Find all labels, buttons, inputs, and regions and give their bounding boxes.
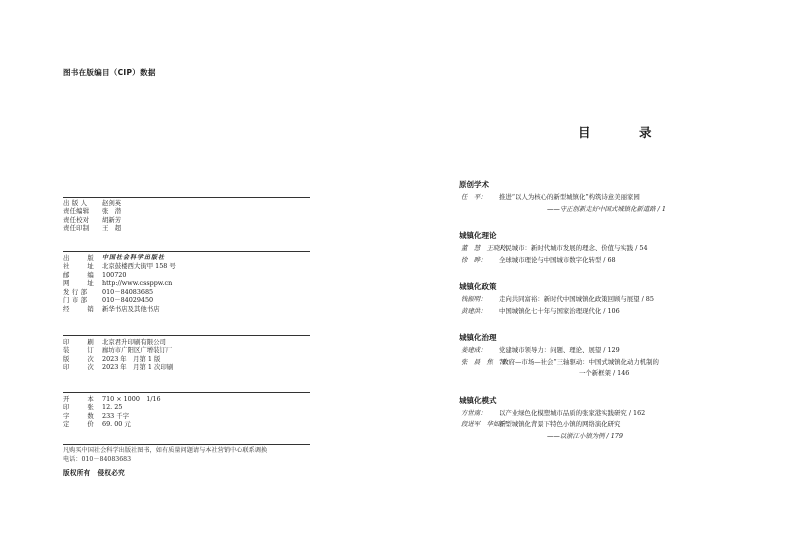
publisher-row — [63, 279, 310, 287]
staff-label: 责任印制 — [63, 224, 90, 233]
entry-body — [499, 192, 739, 215]
staff-row — [63, 199, 310, 207]
toc-entry[interactable] — [459, 408, 739, 420]
specs-label: 开 本 — [63, 395, 95, 403]
specs-value: 233 千字 — [102, 411, 130, 420]
entry-title: 党建城市领导力：问题、理论、展望 / 129 — [499, 346, 620, 354]
specs-value: 710 × 1000 1/16 — [102, 395, 161, 403]
publisher-label: 出 版 — [63, 254, 95, 262]
toc-entry[interactable] — [459, 192, 739, 215]
entry-title: 人民城市：新时代城市发展的理念、价值与实践 / 54 — [499, 244, 648, 252]
entry-subtitle: ——守正创新走好中国式城镇化新道路 / 1 — [547, 204, 666, 213]
section-title: 城镇化治理 — [459, 333, 497, 342]
toc-entry[interactable] — [459, 255, 739, 267]
quality-notice — [63, 447, 310, 456]
publisher-row — [63, 262, 310, 270]
specs-row — [63, 420, 310, 428]
publisher-value: 010－84083685 — [102, 287, 154, 296]
printing-label: 印 次 — [63, 363, 95, 372]
printing-value: 廊坊市广阳区广增装订厂 — [102, 346, 173, 355]
publisher-value: 010－84029450 — [102, 296, 154, 305]
publisher-name: 中国社会科学出版社 — [102, 254, 166, 261]
entry-author: 任 平： — [461, 193, 487, 201]
printing-value: 2023 年 月第 1 次印刷 — [102, 363, 174, 372]
staff-label: 责任编辑 — [63, 207, 90, 216]
entry-author: 姜建成： — [461, 346, 487, 354]
entry-title-continued: 一个新框架 / 146 — [579, 369, 630, 377]
entry-title: 中国城镇化七十年与国家治理现代化 / 106 — [499, 306, 620, 315]
toc-entry[interactable] — [459, 294, 739, 306]
publisher-value: 北京鼓楼西大街甲 158 号 — [102, 262, 176, 271]
publisher-label: 网 址 — [63, 279, 95, 288]
table-of-contents — [459, 180, 739, 458]
section-title: 城镇化理论 — [459, 231, 497, 240]
publisher-label: 发 行 部 — [63, 287, 88, 296]
printing-row — [63, 363, 310, 371]
staff-value: 张 潜 — [102, 207, 122, 216]
entry-author: 方世南： — [461, 408, 487, 417]
phone-line — [63, 456, 310, 465]
printing-row — [63, 346, 310, 354]
publisher-value: 新华书店及其他书店 — [102, 304, 160, 313]
printing-row — [63, 355, 310, 363]
printing-label: 版 次 — [63, 354, 95, 363]
specs-value: 69. 00 元 — [102, 420, 131, 429]
publisher-value: 100720 — [102, 270, 127, 279]
toc-entry[interactable] — [459, 419, 739, 442]
entry-title: 走向共同富裕：新时代中国城镇化政策回顾与展望 / 85 — [499, 295, 654, 303]
divider — [63, 335, 310, 336]
publisher-row — [63, 305, 310, 313]
specs-row — [63, 395, 310, 403]
section-title: 城镇化政策 — [459, 282, 497, 291]
specs-label: 定 价 — [63, 420, 95, 429]
entry-author: 黄建洪： — [461, 306, 487, 315]
staff-row — [63, 216, 310, 224]
entry-author: 徐 晔： — [461, 255, 487, 264]
entry-body — [499, 357, 739, 380]
publisher-row — [63, 296, 310, 304]
publisher-block — [63, 254, 310, 313]
specs-block — [63, 395, 310, 429]
staff-block — [63, 199, 310, 233]
toc-entry[interactable] — [459, 243, 739, 255]
staff-value: 王 超 — [102, 224, 122, 233]
printing-value: 2023 年 月第 1 版 — [102, 354, 161, 363]
staff-row — [63, 224, 310, 232]
entry-title: “政府—市场—社会”三轴驱动：中国式城镇化动力机制的 — [499, 357, 659, 366]
entry-author: 钱振明： — [461, 295, 487, 303]
copyright-notice: 版权所有 侵权必究 — [63, 469, 126, 477]
entry-author: 段进军 华如宁： — [461, 420, 513, 428]
staff-value: 赵剑英 — [102, 199, 122, 207]
toc-entry[interactable] — [459, 306, 739, 318]
publisher-row — [63, 271, 310, 279]
printing-value: 北京君升印刷有限公司 — [102, 338, 166, 346]
entry-title: 全球城市理论与中国城市数字化转型 / 68 — [499, 255, 616, 264]
entry-body — [499, 419, 739, 442]
staff-row — [63, 207, 310, 215]
section-title: 原创学术 — [459, 180, 489, 189]
notice-phone: 电话：010－84083683 — [63, 456, 132, 463]
entry-subtitle: ——以浙江小镇为例 / 179 — [547, 431, 623, 440]
printing-row — [63, 338, 310, 346]
toc-section — [459, 333, 739, 380]
publisher-label: 邮 编 — [63, 270, 95, 279]
staff-label: 出 版 人 — [63, 199, 88, 207]
entry-title: 以产业绿色化模塑城市品质的张家港实践研究 / 162 — [499, 408, 646, 417]
printing-block — [63, 338, 310, 372]
toc-section — [459, 282, 739, 317]
toc-section — [459, 231, 739, 266]
page-title: 目 录 — [578, 125, 670, 140]
printing-label: 装 订 — [63, 346, 95, 355]
publisher-label: 社 址 — [63, 262, 95, 271]
publisher-row — [63, 254, 310, 262]
publisher-row — [63, 288, 310, 296]
specs-row — [63, 412, 310, 420]
divider — [63, 251, 310, 252]
section-title: 城镇化模式 — [459, 395, 497, 405]
publisher-website: http://www.cssppw.cn — [102, 279, 173, 288]
publisher-label: 经 销 — [63, 304, 95, 313]
specs-value: 12. 25 — [102, 403, 123, 412]
staff-label: 责任校对 — [63, 215, 90, 224]
divider — [63, 444, 310, 445]
toc-section — [459, 396, 739, 443]
specs-row — [63, 403, 310, 411]
toc-section — [459, 180, 739, 215]
entry-author: 董 慧 王晓玲： — [461, 244, 513, 252]
specs-label: 印 张 — [63, 403, 95, 412]
entry-title: 新型城镇化背景下特色小镇的网络演化研究 — [499, 420, 621, 428]
publisher-label: 门 市 部 — [63, 296, 88, 305]
toc-entry[interactable] — [459, 357, 739, 380]
specs-label: 字 数 — [63, 411, 95, 420]
entry-title: 推进“以人为核心的新型城镇化”构筑诗意美丽家园 — [499, 193, 640, 201]
cip-heading: 图书在版编目（CIP）数据 — [63, 68, 156, 77]
notice-text: 凡购买中国社会科学出版社图书，如有质量问题请与本社营销中心联系调换 — [63, 447, 268, 454]
staff-value: 胡新芳 — [102, 215, 122, 224]
toc-entry[interactable] — [459, 345, 739, 357]
entry-author: 张 晨 焦 涛： — [461, 357, 513, 366]
divider — [63, 197, 310, 198]
divider — [63, 392, 310, 393]
printing-label: 印 刷 — [63, 338, 95, 346]
